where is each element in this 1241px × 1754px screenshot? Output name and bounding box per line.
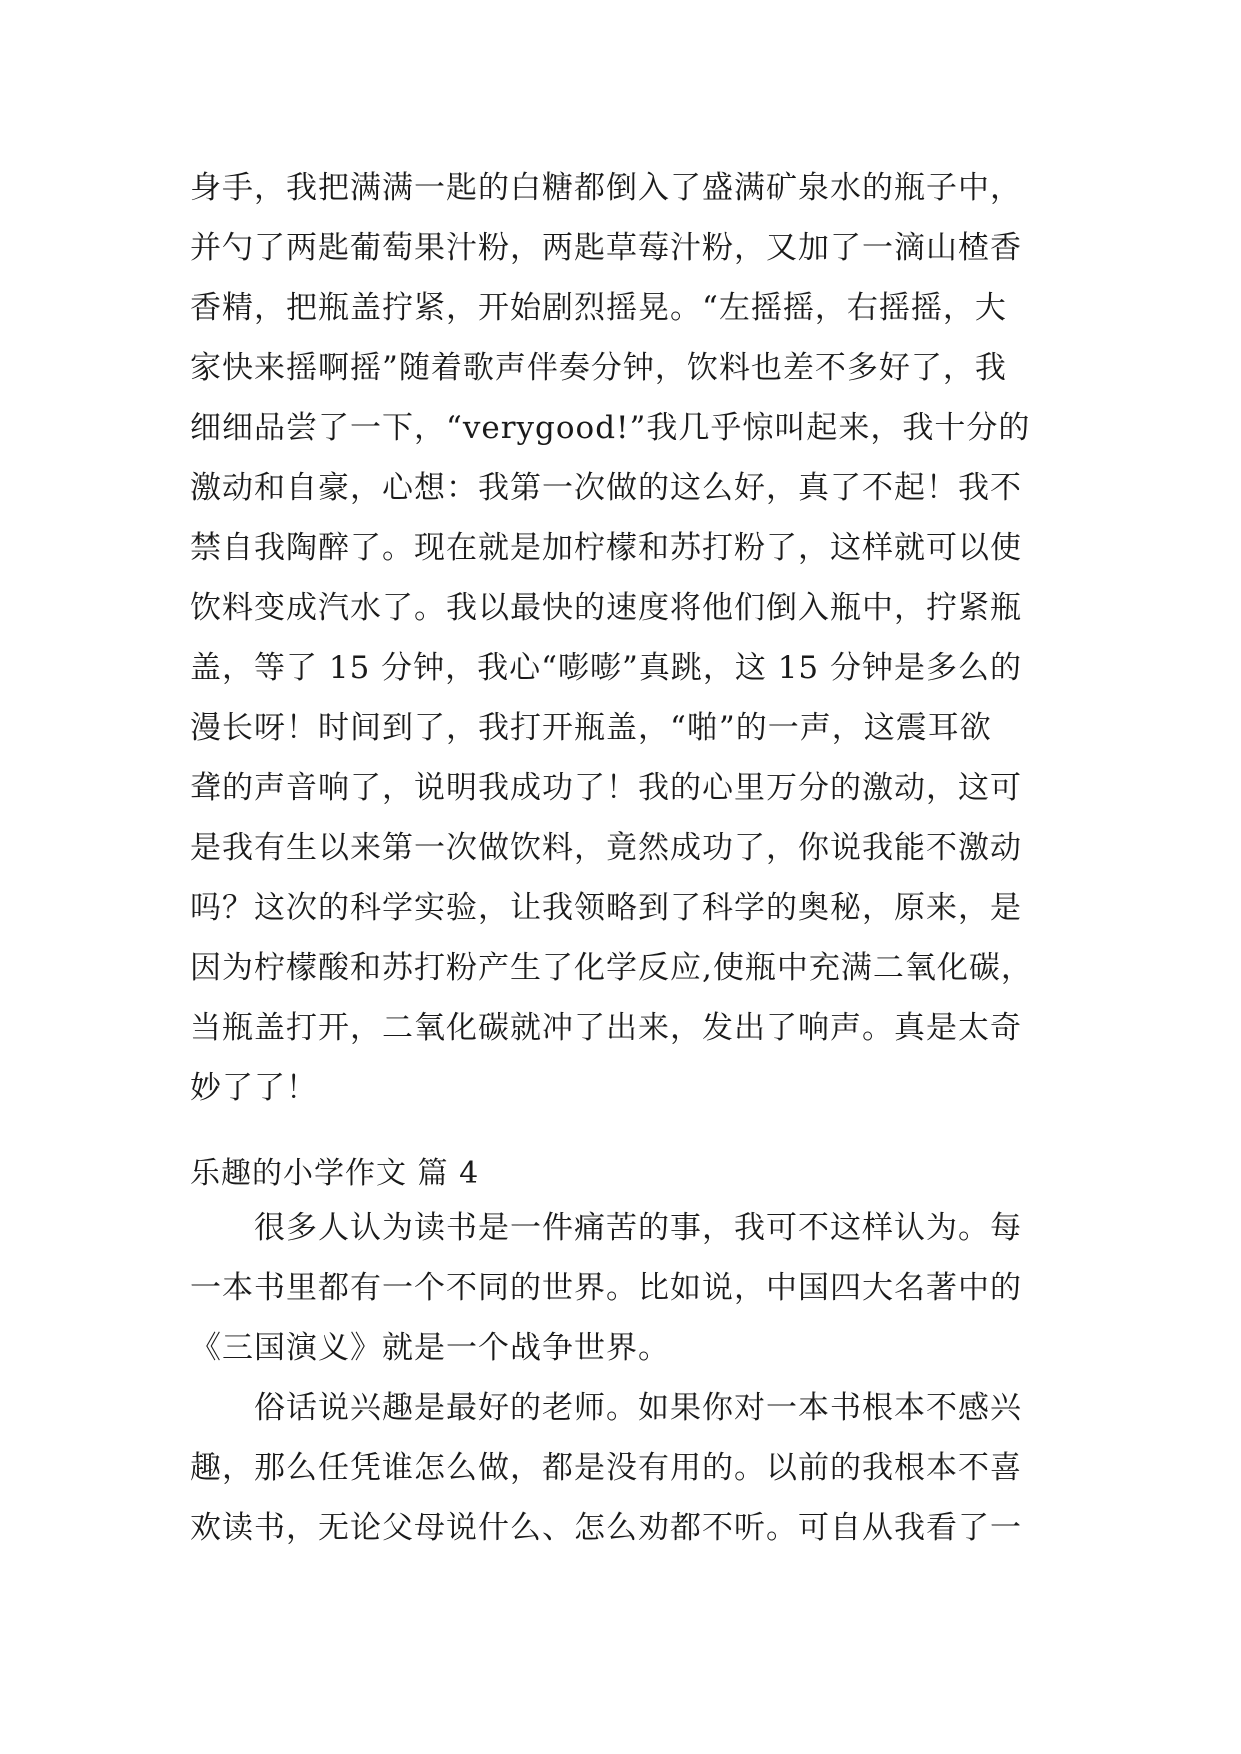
text-line: 身手，我把满满一匙的白糖都倒入了盛满矿泉水的瓶子中，	[190, 170, 1022, 206]
text-line: 饮料变成汽水了。我以最快的速度将他们倒入瓶中，拧紧瓶	[190, 590, 1022, 626]
text-line: 香精，把瓶盖拧紧，开始剧烈摇晃。“左摇摇，右摇摇，大	[190, 290, 1007, 326]
text-line: 细细品尝了一下，“verygood!”我几乎惊叫起来，我十分的	[190, 410, 1031, 446]
text-line: 聋的声音响了，说明我成功了！我的心里万分的激动，这可	[190, 770, 1022, 806]
text-line: 是我有生以来第一次做饮料，竟然成功了，你说我能不激动	[190, 830, 1022, 866]
text-line: 家快来摇啊摇”随着歌声伴奏分钟，饮料也差不多好了，我	[190, 350, 1007, 386]
text-line: 欢读书，无论父母说什么、怎么劝都不听。可自从我看了一	[190, 1510, 1022, 1546]
section-title: 乐趣的小学作文 篇 4	[190, 1156, 480, 1191]
text-line: 俗话说兴趣是最好的老师。如果你对一本书根本不感兴	[190, 1390, 1022, 1426]
text-line: 当瓶盖打开，二氧化碳就冲了出来，发出了响声。真是太奇	[190, 1010, 1022, 1046]
text-line: 漫长呀！时间到了，我打开瓶盖，“啪”的一声，这震耳欲	[190, 710, 992, 746]
text-line: 吗？这次的科学实验，让我领略到了科学的奥秘，原来，是	[190, 890, 1022, 926]
text-line: 妙了了！	[190, 1070, 318, 1106]
text-line: 因为柠檬酸和苏打粉产生了化学反应,使瓶中充满二氧化碳，	[190, 950, 1033, 986]
text-line: 并勺了两匙葡萄果汁粉，两匙草莓汁粉，又加了一滴山楂香	[190, 230, 1022, 266]
text-line: 激动和自豪，心想：我第一次做的这么好，真了不起！我不	[190, 470, 1022, 506]
text-line: 盖，等了 15 分钟，我心“嘭嘭”真跳，这 15 分钟是多么的	[190, 650, 1023, 686]
text-line: 一本书里都有一个不同的世界。比如说，中国四大名著中的	[190, 1270, 1022, 1306]
text-line: 禁自我陶醉了。现在就是加柠檬和苏打粉了，这样就可以使	[190, 530, 1022, 566]
text-line: 很多人认为读书是一件痛苦的事，我可不这样认为。每	[190, 1210, 1022, 1246]
text-line: 趣，那么任凭谁怎么做，都是没有用的。以前的我根本不喜	[190, 1450, 1022, 1486]
text-line: 《三国演义》就是一个战争世界。	[190, 1330, 670, 1366]
